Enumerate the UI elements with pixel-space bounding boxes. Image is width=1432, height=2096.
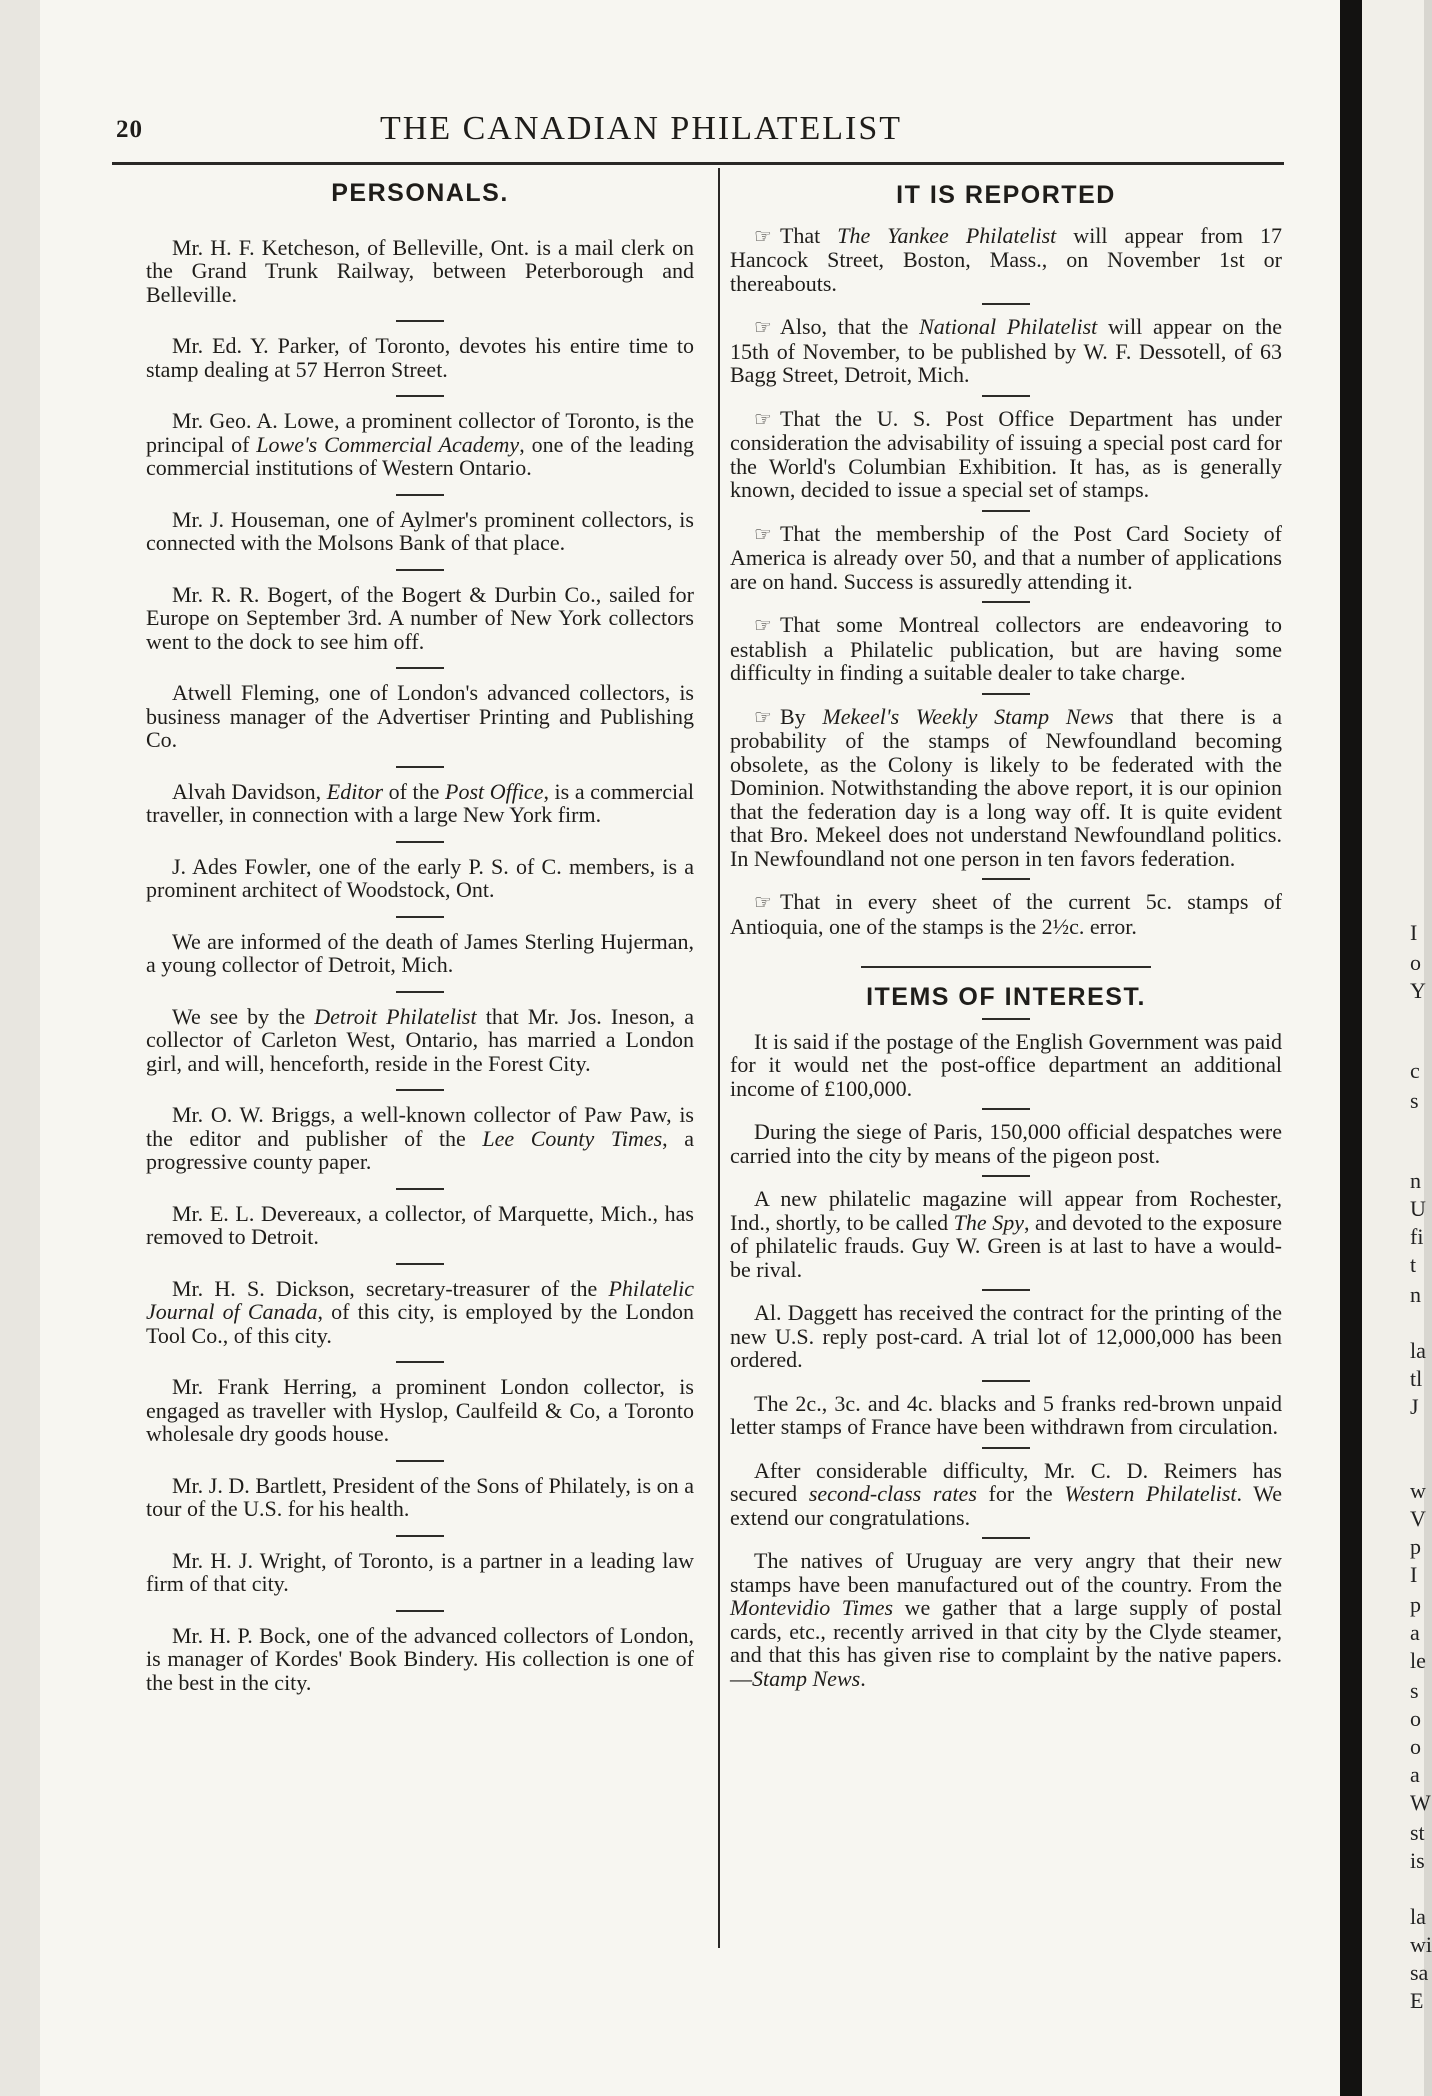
item-text: It is said if the postage of the English Government was paid for it would net the post-office department an additional income of £100,000.: [730, 1028, 1282, 1101]
adjacent-page-fragment: s: [1410, 1088, 1419, 1113]
item-text: We see by the: [172, 1003, 315, 1029]
adjacent-page-fragment: a: [1410, 1620, 1420, 1645]
items-of-interest-heading: ITEMS OF INTEREST.: [866, 983, 1146, 1011]
personal-item: [146, 236, 694, 307]
item-separator: [396, 569, 444, 571]
personal-item: [146, 855, 694, 902]
item-separator: [396, 1089, 444, 1091]
pointing-hand-icon: ☞: [754, 315, 772, 339]
header-rule: [112, 162, 1284, 165]
interest-item: [730, 1301, 1282, 1372]
report-item: [730, 522, 1282, 594]
item-separator: [396, 991, 444, 993]
item-text: Mr. J. D. Bartlett, President of the Sons of Philately, is on a tour of the U.S. for his health.: [146, 1472, 694, 1521]
personal-item: [146, 930, 694, 977]
report-item: [730, 613, 1282, 685]
item-text: J. Ades Fowler, one of the early P. S. of C. members, is a prominent architect of Woodstock, Ont.: [146, 853, 694, 902]
item-separator: [396, 766, 444, 768]
adjacent-page-fragment: U: [1410, 1196, 1426, 1221]
item-text: will appear from 17 Hancock Street, Boston, Mass., on November 1st or thereabouts.: [730, 222, 1282, 296]
italic-title: Editor: [326, 778, 384, 804]
item-separator: [396, 494, 444, 496]
personal-item: [146, 1549, 694, 1596]
item-text: During the siege of Paris, 150,000 official despatches were carried into the city by means of the pigeon post.: [730, 1119, 1282, 1168]
adjacent-page-fragment: s: [1410, 1678, 1419, 1703]
item-separator: [982, 1380, 1030, 1382]
item-separator: [396, 1460, 444, 1462]
item-text: That: [779, 222, 838, 248]
italic-title: National Philatelist: [919, 314, 1098, 339]
adjacent-page-fragment: p: [1410, 1592, 1421, 1617]
item-separator: [982, 1108, 1030, 1110]
personal-item: [146, 1103, 694, 1174]
adjacent-page-fragment: V: [1410, 1506, 1426, 1531]
item-text: That some Montreal collectors are endeavoring to establish a Philatelic publication, but are having some difficulty in finding a suitable dealer to take charge.: [730, 612, 1282, 685]
personal-item: [146, 681, 694, 752]
adjacent-page-fragment: o: [1410, 1734, 1421, 1759]
personals-column: [146, 176, 694, 1694]
report-item: [730, 890, 1282, 938]
adjacent-page-fragment: fi: [1410, 1224, 1424, 1249]
item-text: , one of the leading commercial institutions of Western Ontario.: [146, 431, 694, 480]
adjacent-page-fragment: W: [1410, 1790, 1431, 1815]
item-separator: [396, 1188, 444, 1190]
item-text: Mr. H. J. Wright, of Toronto, is a partner in a leading law firm of that city.: [146, 1547, 694, 1596]
item-text: Also, that the: [779, 314, 920, 339]
adjacent-page-fragment: J: [1410, 1394, 1419, 1419]
scan-margin: [0, 0, 40, 2096]
item-text: we gather that a large supply of postal cards, etc., recently arrived in that city by the Clyde steamer, and that this has given rise to complaint by the native papers. —: [730, 1595, 1282, 1691]
italic-title: Philatelic Journal of Canada: [146, 1275, 694, 1324]
pointing-hand-icon: ☞: [754, 521, 772, 546]
item-text: . We extend our congratulations.: [730, 1481, 1283, 1530]
personal-item: [146, 1624, 694, 1695]
personal-item: [146, 780, 694, 827]
italic-title: The Yankee Philatelist: [837, 222, 1057, 248]
item-text: Alvah Davidson,: [172, 778, 327, 804]
column-divider: [718, 168, 720, 1948]
item-separator: [982, 510, 1030, 512]
pointing-hand-icon: ☞: [754, 704, 772, 729]
adjacent-page-fragment: E: [1410, 1988, 1424, 2013]
item-separator: [982, 1175, 1030, 1177]
pointing-hand-icon: ☞: [754, 890, 772, 914]
item-text: Mr. O. W. Briggs, a well-known collector of Paw Paw, is the editor and publisher of the: [146, 1102, 694, 1151]
personal-item: [146, 508, 694, 555]
italic-title: Western Philatelist: [1064, 1481, 1237, 1506]
item-text: That in every sheet of the current 5c. stamps of Antioquia, one of the stamps is the 2½c. error.: [730, 889, 1282, 939]
personal-item: [146, 1202, 694, 1249]
item-separator: [982, 1018, 1030, 1020]
personal-item: [146, 1277, 694, 1348]
report-item: [730, 407, 1282, 502]
adjacent-page-fragment: p: [1410, 1534, 1421, 1559]
reports-column: [730, 176, 1282, 1690]
item-text: The 2c., 3c. and 4c. blacks and 5 franks red-brown unpaid letter stamps of France have been withdrawn from circulation.: [730, 1390, 1282, 1439]
adjacent-page-fragment: Y: [1410, 978, 1426, 1003]
item-separator: [396, 1610, 444, 1612]
adjacent-page-fragment: n: [1410, 1282, 1421, 1307]
item-separator: [396, 841, 444, 843]
item-separator: [396, 395, 444, 397]
pointing-hand-icon: ☞: [754, 613, 772, 637]
personal-item: [146, 334, 694, 381]
italic-title: Lee County Times: [482, 1125, 663, 1151]
item-text: Mr. H. S. Dickson, secretary-treasurer of the: [172, 1275, 609, 1301]
adjacent-page-fragment: c: [1410, 1058, 1420, 1083]
item-text: By: [779, 703, 823, 729]
item-text: will appear on the 15th of November, to be published by W. F. Dessotell, of 63 Bagg Street, Detroit, Mich.: [730, 314, 1282, 387]
adjacent-page-fragment: o: [1410, 1706, 1421, 1731]
report-item: [730, 315, 1282, 387]
personal-item: [146, 1474, 694, 1521]
report-item: [730, 224, 1282, 296]
adjacent-page-fragment: wi: [1410, 1932, 1432, 1957]
adjacent-page-fragment: I: [1410, 920, 1418, 945]
italic-title: Mekeel's Weekly Stamp News: [822, 703, 1114, 729]
interest-item: [730, 1392, 1282, 1439]
pointing-hand-icon: ☞: [754, 406, 772, 431]
item-text: That the membership of the Post Card Society of America is already over 50, and that a number of applications are on hand. Success is assuredly attending it.: [730, 520, 1282, 594]
item-text: .: [860, 1665, 866, 1691]
item-separator: [982, 1447, 1030, 1449]
item-text: A new philatelic magazine will appear from Rochester, Ind., shortly, to be called: [730, 1186, 1282, 1235]
adjacent-page-edge: [1362, 0, 1432, 2096]
page-number: 20: [116, 116, 143, 143]
item-separator: [982, 1537, 1030, 1539]
adjacent-page-fragment: a: [1410, 1762, 1420, 1787]
item-text: Mr. R. R. Bogert, of the Bogert & Durbin Co., sailed for Europe on September 3rd. A number of New York collectors went to the dock to see him off.: [146, 581, 694, 654]
item-text: The natives of Uruguay are very angry that their new stamps have been manufactured out of the country. From the: [730, 1548, 1282, 1597]
adjacent-page-fragment: w: [1410, 1478, 1426, 1503]
italic-title: The Spy: [953, 1209, 1024, 1235]
item-separator: [982, 303, 1030, 305]
item-separator: [396, 916, 444, 918]
item-text: Mr. Frank Herring, a prominent London collector, is engaged as traveller with Hyslop, Caulfeild & Co, a Toronto wholesale dry goods house.: [146, 1374, 694, 1446]
personal-item: [146, 409, 694, 480]
interest-item: [730, 1030, 1282, 1101]
item-text: that Mr. Jos. Ineson, a collector of Carleton West, Ontario, has married a London girl, and will, henceforth, reside in the Forest City.: [146, 1003, 694, 1076]
interest-item: [730, 1459, 1282, 1530]
item-text: , is a commercial traveller, in connection with a large New York firm.: [146, 778, 695, 827]
item-text: , a progressive county paper.: [146, 1125, 694, 1174]
italic-title: Stamp News: [752, 1665, 861, 1691]
item-separator: [982, 693, 1030, 695]
item-separator: [982, 601, 1030, 603]
adjacent-page-fragment: tl: [1410, 1366, 1423, 1391]
item-text: Mr. H. P. Bock, one of the advanced collectors of London, is manager of Kordes' Book Bindery. His collection is one of the best in the city.: [146, 1622, 694, 1695]
item-separator: [982, 395, 1030, 397]
interest-item: [730, 1120, 1282, 1167]
italic-title: Lowe's Commercial Academy: [256, 431, 520, 457]
adjacent-page-fragment: st: [1410, 1820, 1425, 1845]
item-text: , of this city, is employed by the London Tool Co., of this city.: [146, 1299, 694, 1348]
adjacent-page-fragment: le: [1410, 1648, 1426, 1673]
report-item: [730, 705, 1282, 871]
item-text: Atwell Fleming, one of London's advanced collectors, is business manager of the Advertiser Printing and Publishing Co.: [146, 680, 694, 752]
pointing-hand-icon: ☞: [754, 223, 772, 248]
adjacent-page-fragment: I: [1410, 1562, 1418, 1587]
item-text: Mr. Ed. Y. Parker, of Toronto, devotes his entire time to stamp dealing at 57 Herron Street.: [146, 333, 694, 382]
item-separator: [396, 320, 444, 322]
item-text: of the: [383, 778, 445, 804]
personal-item: [146, 1005, 694, 1076]
item-text: for the: [976, 1481, 1065, 1506]
personal-item: [146, 583, 694, 654]
item-text: Mr. Geo. A. Lowe, a prominent collector of Toronto, is the principal of: [146, 408, 694, 457]
item-separator: [396, 1535, 444, 1537]
personals-heading: PERSONALS.: [331, 179, 509, 207]
item-separator: [861, 966, 1151, 968]
item-separator: [396, 667, 444, 669]
adjacent-page-fragment: is: [1410, 1848, 1425, 1873]
personal-item: [146, 1375, 694, 1446]
item-text: Mr. H. F. Ketcheson, of Belleville, Ont. is a mail clerk on the Grand Trunk Railway, between Peterborough and Belleville.: [146, 234, 694, 307]
italic-title: Montevidio Times: [730, 1595, 894, 1620]
item-separator: [982, 878, 1030, 880]
adjacent-page-fragment: sa: [1410, 1960, 1429, 1985]
item-separator: [396, 1361, 444, 1363]
item-text: that there is a probability of the stamps of Newfoundland becoming obsolete, as the Colony is likely to be federated with the Dominion. Notwithstanding the above report, it is our opinion that the federation day is a long way off. It is quite evident that Bro. Mekeel does not understand Newfoundland politics. In Newfoundland not one person in ten favors federation.: [730, 703, 1282, 871]
item-separator: [982, 1289, 1030, 1291]
adjacent-page-fragment: n: [1410, 1168, 1421, 1193]
adjacent-page-fragment: la: [1410, 1904, 1426, 1929]
running-head-title: THE CANADIAN PHILATELIST: [380, 110, 903, 147]
item-text: Mr. E. L. Devereaux, a collector, of Marquette, Mich., has removed to Detroit.: [146, 1200, 694, 1249]
reported-heading: IT IS REPORTED: [896, 181, 1116, 209]
item-text: Mr. J. Houseman, one of Aylmer's prominent collectors, is connected with the Molsons Bank of that place.: [146, 506, 694, 555]
item-text: After considerable difficulty, Mr. C. D. Reimers has secured: [730, 1457, 1282, 1506]
adjacent-page-fragment: la: [1410, 1338, 1426, 1363]
book-gutter: [1340, 0, 1362, 2096]
interest-item: [730, 1549, 1282, 1690]
item-text: We are informed of the death of James Sterling Hujerman, a young collector of Detroit, Mich.: [146, 928, 694, 977]
item-separator: [396, 1263, 444, 1265]
italic-title: Post Office: [445, 778, 544, 804]
item-text: Al. Daggett has received the contract for the printing of the new U.S. reply post-card. A trial lot of 12,000,000 has been ordered.: [730, 1300, 1282, 1372]
adjacent-page-fragment: o: [1410, 950, 1421, 975]
italic-title: Detroit Philatelist: [314, 1003, 477, 1029]
adjacent-page-fragment: t: [1410, 1252, 1417, 1277]
item-text: , and devoted to the exposure of philatelic frauds. Guy W. Green is at last to have a would-be rival.: [730, 1209, 1282, 1282]
interest-item: [730, 1187, 1282, 1281]
item-text: That the U. S. Post Office Department has under consideration the advisability of issuing a special post card for the World's Columbian Exhibition. It has, as is generally known, decided to issue a special set of stamps.: [730, 405, 1282, 502]
italic-title: second-class rates: [808, 1481, 977, 1506]
document-page: [40, 0, 1340, 2096]
